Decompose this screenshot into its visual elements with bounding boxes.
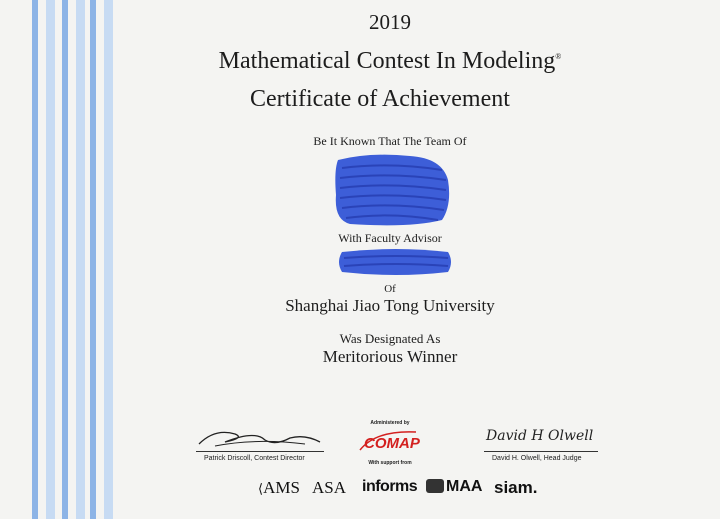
university-name: Shanghai Jiao Tong University xyxy=(285,296,495,315)
asa-logo-text: ASA xyxy=(312,478,347,497)
decorative-stripes xyxy=(0,0,120,519)
informs-logo xyxy=(362,478,417,496)
of-text: Of xyxy=(384,283,396,295)
left-signature-icon xyxy=(195,424,325,452)
certificate-year: 2019 xyxy=(369,10,411,34)
registered-mark: ® xyxy=(555,52,562,61)
with-faculty-advisor-text: With Faculty Advisor xyxy=(338,231,442,245)
stripe xyxy=(104,0,113,519)
right-signatory-name: David H. Olwell, Head Judge xyxy=(492,455,582,462)
maa-logo-text: MAA xyxy=(446,478,483,495)
ams-logo xyxy=(258,478,300,498)
administered-by-text: Administered by xyxy=(370,420,410,426)
stripe xyxy=(32,0,38,519)
with-support-from-text: With support from xyxy=(368,460,412,466)
right-signature-icon: David H Olwell xyxy=(486,428,594,444)
maa-logo xyxy=(426,478,482,496)
contest-name xyxy=(150,48,630,75)
stripe xyxy=(62,0,68,519)
award-title: Meritorious Winner xyxy=(322,347,458,366)
stripe xyxy=(76,0,85,519)
was-designated-as-text: Was Designated As xyxy=(339,331,441,346)
siam-logo-text: siam. xyxy=(494,478,538,497)
maa-logo-icon xyxy=(426,479,444,493)
left-signatory-name: Patrick Driscoll, Contest Director xyxy=(204,455,305,462)
team-redaction-scribble-icon xyxy=(330,150,454,230)
contest-name-text: Mathematical Contest In Modeling xyxy=(218,48,556,74)
comap-logo-icon xyxy=(356,428,426,454)
right-signature-line xyxy=(484,451,598,452)
informs-logo-text: informs xyxy=(362,478,418,495)
left-signature-line xyxy=(196,451,324,452)
advisor-redaction-scribble-icon xyxy=(336,246,454,278)
stripe xyxy=(46,0,55,519)
be-it-known-text: Be It Known That The Team Of xyxy=(313,134,467,148)
ams-logo-icon: ⟨ xyxy=(258,481,264,496)
ams-logo-text: AMS xyxy=(263,478,300,497)
siam-logo xyxy=(494,478,537,498)
asa-logo xyxy=(312,478,346,498)
stripe xyxy=(90,0,96,519)
certificate-title: Certificate of Achievement xyxy=(250,86,510,112)
comap-logo-text: COMAP xyxy=(364,435,420,452)
